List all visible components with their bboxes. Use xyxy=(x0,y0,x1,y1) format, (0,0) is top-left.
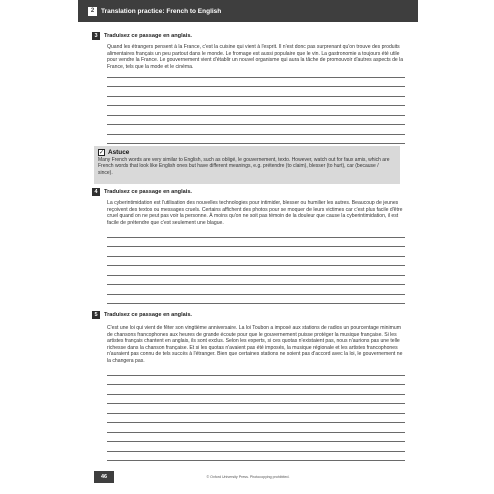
question-5-heading xyxy=(92,311,192,319)
question-3-number: 3 xyxy=(92,32,100,40)
question-3-heading xyxy=(92,32,192,40)
answer-line[interactable] xyxy=(107,135,405,145)
copyright-notice: © Oxford University Press. Photocopying prohibited. xyxy=(206,475,290,479)
answer-line[interactable] xyxy=(107,68,405,78)
answer-line[interactable] xyxy=(107,414,405,424)
answer-line[interactable] xyxy=(107,366,405,376)
page-number: 46 xyxy=(94,471,114,483)
answer-line[interactable] xyxy=(107,247,405,257)
astuce-text: Many French words are very similar to English, such as obligé, le gouvernement, texto. However, watch out for faux amis, which are French words that look like English ones but have different meanings, e.g. prétendre (to claim), blesser (to hurt), car (because / since). xyxy=(98,157,390,176)
answer-line[interactable] xyxy=(107,433,405,443)
answer-line[interactable] xyxy=(107,376,405,386)
answer-line[interactable] xyxy=(107,404,405,414)
answer-line[interactable] xyxy=(107,295,405,305)
astuce-title: Astuce xyxy=(108,149,130,156)
answer-line[interactable] xyxy=(107,97,405,107)
section-title: Translation practice: French to English xyxy=(101,7,222,15)
question-4-heading xyxy=(92,188,192,196)
section-number-badge: 2 xyxy=(88,7,97,16)
question-3-passage: Quand les étrangers pensent à la France, c'est la cuisine qui vient à l'esprit. Il n'est donc pas surprenant qu'on trouve des produits alimentaires français un peu partout dans le monde. Le fromage est aussi populaire que le vin. La gastronomie a toujours été utile pour vendre la France. Le gouvernement vient d'établir un nouvel organisme qui aura la tâche de promouvoir d'autres aspects de la France, tels que la mode et le cinéma. xyxy=(107,44,404,70)
answer-line[interactable] xyxy=(107,78,405,88)
answer-line[interactable] xyxy=(107,87,405,97)
answer-line[interactable] xyxy=(107,442,405,452)
worksheet-page xyxy=(78,0,418,494)
answer-line[interactable] xyxy=(107,452,405,462)
question-5-instruction: Traduisez ce passage en anglais. xyxy=(104,312,192,318)
question-5-number: 5 xyxy=(92,311,100,319)
question-3-instruction: Traduisez ce passage en anglais. xyxy=(104,33,192,39)
question-4-number: 4 xyxy=(92,188,100,196)
answer-line[interactable] xyxy=(107,276,405,286)
answer-line[interactable] xyxy=(107,106,405,116)
answer-line[interactable] xyxy=(107,125,405,135)
answer-line[interactable] xyxy=(107,228,405,238)
question-4-instruction: Traduisez ce passage en anglais. xyxy=(104,189,192,195)
answer-line[interactable] xyxy=(107,238,405,248)
question-5-answer-lines[interactable] xyxy=(107,366,405,461)
answer-line[interactable] xyxy=(107,116,405,126)
answer-line[interactable] xyxy=(107,266,405,276)
answer-line[interactable] xyxy=(107,385,405,395)
question-5-passage: C'est une loi qui vient de fêter son vingtième anniversaire. La loi Toubon a imposé aux stations de radios un pourcentage minimum de chansons francophones aux heures de grande écoute pour que le gouvernement puisse protéger la musique française. Si les artistes français chantent en anglais, ils sont exclus. Selon les experts, si ces quotas n'existaient pas, nous n'aurions pas une telle richesse dans la chanson française. Et si les quotas n'avaient pas été imposés, la musique régionale et les artistes francophones n'auraient pas connu de tels succès à l'étranger. Bien que certaines stations ne soient pas d'accord avec la loi, le gouvernement ne la changera pas. xyxy=(107,325,403,364)
question-3-answer-lines[interactable] xyxy=(107,68,405,144)
answer-line[interactable] xyxy=(107,395,405,405)
answer-line[interactable] xyxy=(107,285,405,295)
section-header xyxy=(78,0,418,22)
question-4-passage: La cyberintimidation est l'utilisation des nouvelles technologies pour intimider, blesser ou humilier les autres. Beaucoup de jeunes reçoivent des textos ou messages cruels. Certains affichent des photos pour se moquer de leurs victimes car c'est plus facile d'être cruel quand on ne peut pas voir la personne. À moins qu'on ne soit pas témoin de la douleur que cause la cyberintimidation, il est facile de prétendre que c'est seulement une blague. xyxy=(107,200,403,226)
question-4-answer-lines[interactable] xyxy=(107,228,405,304)
answer-line[interactable] xyxy=(107,423,405,433)
answer-line[interactable] xyxy=(107,257,405,267)
checkmark-icon: ✓ xyxy=(99,150,105,156)
astuce-tip-box xyxy=(94,146,400,184)
